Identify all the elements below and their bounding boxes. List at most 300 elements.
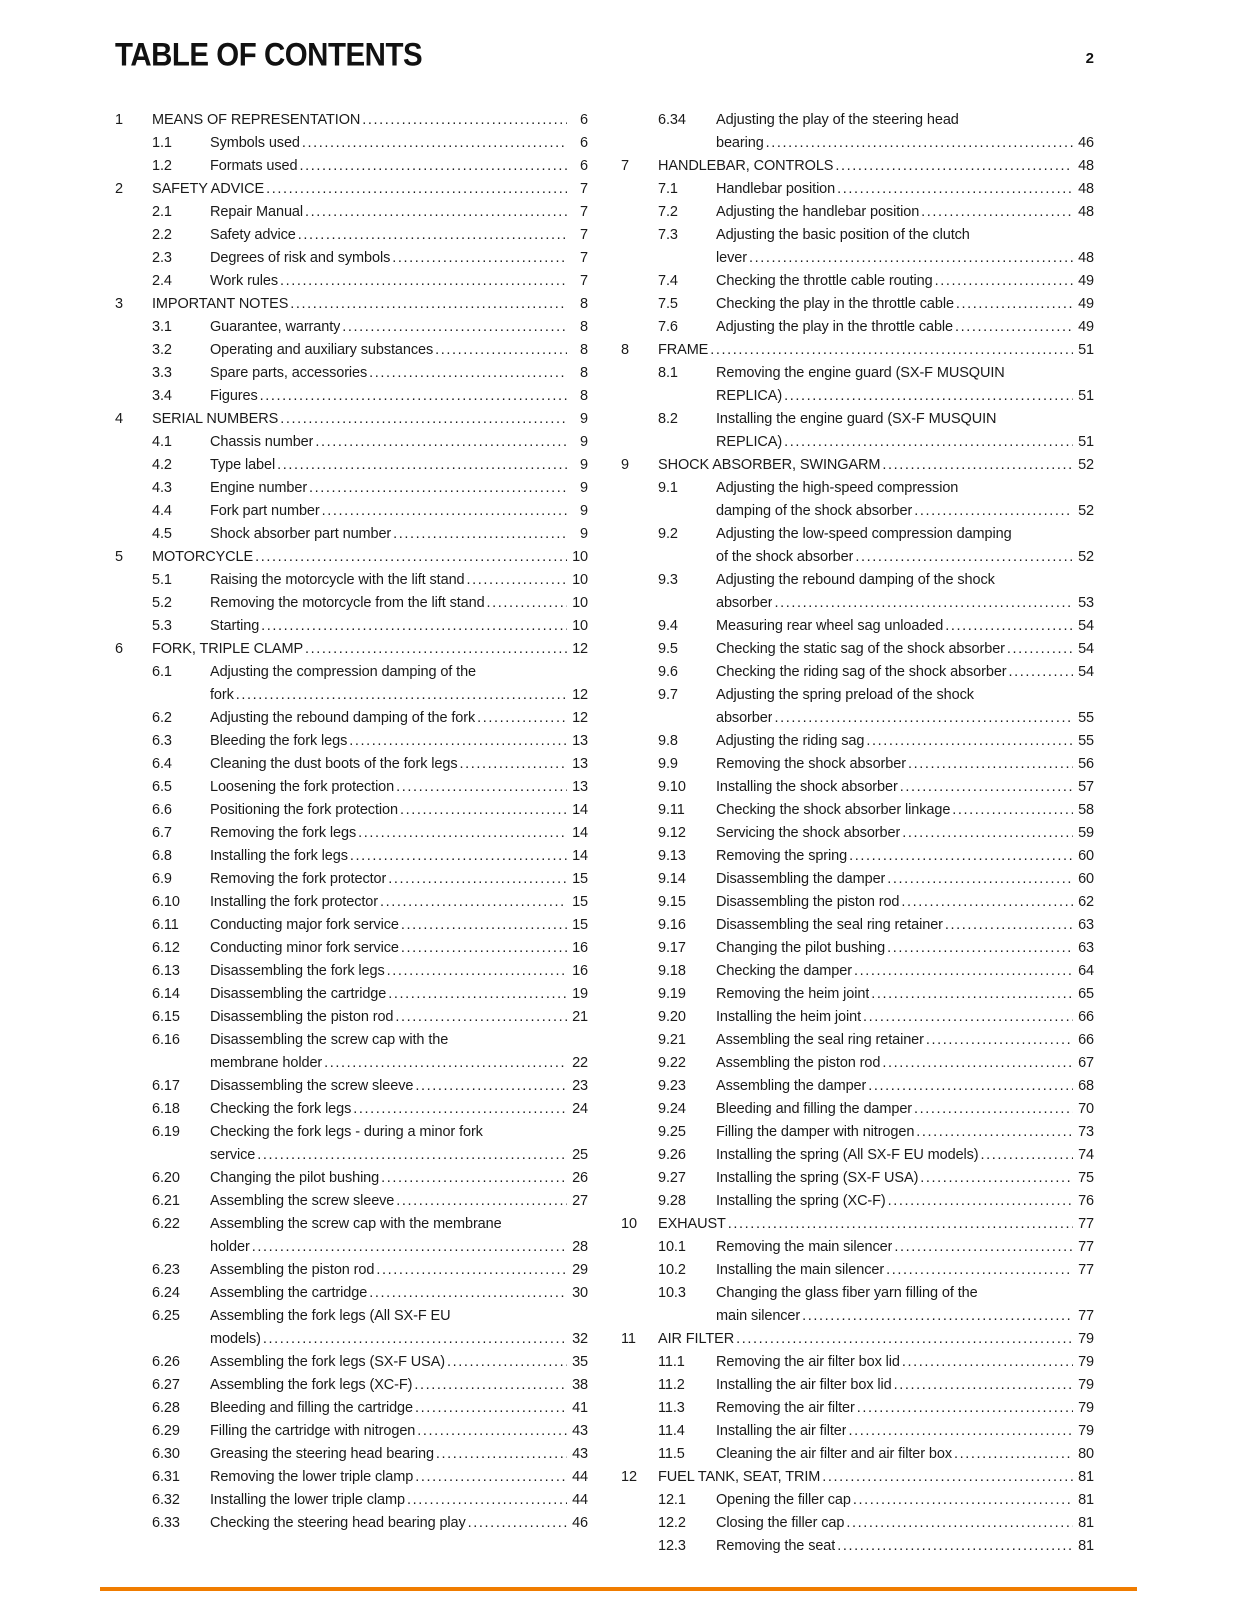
toc-entry-label: Adjusting the play of the steering head [716, 112, 959, 128]
toc-entry-body [210, 1351, 588, 1374]
toc-entry-label: Changing the pilot bushing [210, 1170, 380, 1186]
toc-entry-label: Disassembling the screw cap with the [210, 1032, 449, 1048]
toc-entry-label: Adjusting the riding sag [716, 733, 865, 749]
toc-entry-page: 60 [1078, 871, 1094, 887]
toc-entry-number: 6.13 [152, 963, 180, 979]
toc-entry-label: Disassembling the piston rod [210, 1009, 394, 1025]
toc-entry-body [210, 1397, 588, 1420]
toc-entry-page: 29 [572, 1262, 588, 1278]
toc-entry-page: 54 [1078, 641, 1094, 657]
toc-entry [115, 362, 588, 385]
toc-entry-number: 11 [621, 1331, 636, 1347]
toc-entry-label: Symbols used [210, 135, 300, 151]
toc-entry-lastline [210, 1259, 588, 1282]
toc-entry-body [210, 247, 588, 270]
toc-entry-number: 6.12 [152, 940, 180, 956]
toc-entry-number: 4.2 [152, 457, 172, 473]
toc-entry-lastline [210, 1512, 588, 1535]
toc-dot-leader [435, 339, 567, 362]
toc-column-left [115, 109, 588, 1558]
toc-entry-body [210, 868, 588, 891]
toc-entry [115, 891, 588, 914]
toc-entry [621, 109, 1094, 155]
toc-entry-label: Assembling the cartridge [210, 1285, 368, 1301]
toc-entry-number: 9.3 [658, 572, 678, 588]
toc-dot-leader [468, 1512, 567, 1535]
toc-entry-page: 43 [572, 1423, 588, 1439]
toc-entry-label: Closing the filler cap [716, 1515, 845, 1531]
toc-entry-lastline [716, 316, 1094, 339]
toc-entry-lastline [210, 1282, 588, 1305]
toc-entry-number: 4.1 [152, 434, 172, 450]
toc-entry-body [716, 1397, 1094, 1420]
toc-entry-label: Assembling the piston rod [716, 1055, 881, 1071]
toc-entry-number: 9.17 [658, 940, 686, 956]
toc-entry-lastline [658, 454, 1094, 477]
toc-entry [621, 1535, 1094, 1558]
toc-entry-number: 7.5 [658, 296, 678, 312]
toc-entry [115, 132, 588, 155]
toc-entry-label: absorber [716, 595, 773, 611]
toc-entry-label: Filling the cartridge with nitrogen [210, 1423, 416, 1439]
toc-entry [621, 1121, 1094, 1144]
toc-entry-body [716, 1167, 1094, 1190]
toc-entry-body [152, 408, 588, 431]
toc-entry-label: absorber [716, 710, 773, 726]
toc-dot-leader [908, 753, 1073, 776]
toc-entry-page: 48 [1078, 250, 1094, 266]
toc-entry-page: 49 [1078, 296, 1094, 312]
toc-entry-number: 7.1 [658, 181, 678, 197]
toc-entry [621, 1213, 1094, 1236]
toc-entry-lastline [658, 1466, 1094, 1489]
toc-entry-page: 49 [1078, 273, 1094, 289]
toc-entry-body [716, 1351, 1094, 1374]
toc-entry-label: Cleaning the dust boots of the fork legs [210, 756, 458, 772]
toc-entry-lastline [210, 1144, 588, 1167]
toc-dot-leader [299, 155, 567, 178]
toc-entry-lastline [210, 937, 588, 960]
toc-entry-label: Removing the fork legs [210, 825, 357, 841]
toc-entry-body [210, 592, 588, 615]
toc-entry-page: 55 [1078, 733, 1094, 749]
toc-dot-leader [305, 201, 567, 224]
toc-entry-lastline [210, 1167, 588, 1190]
toc-dot-leader [868, 1075, 1073, 1098]
toc-dot-leader [822, 1466, 1073, 1489]
toc-entry-lastline [210, 1006, 588, 1029]
toc-entry-body [716, 1121, 1094, 1144]
toc-entry-lastline [210, 431, 588, 454]
toc-dot-leader [400, 799, 567, 822]
toc-entry-page: 9 [580, 526, 588, 542]
toc-entry-lastline [210, 776, 588, 799]
toc-entry-number: 2.4 [152, 273, 172, 289]
toc-dot-leader [882, 1052, 1073, 1075]
toc-dot-leader [956, 293, 1073, 316]
toc-entry-body [210, 1489, 588, 1512]
toc-entry-label: Removing the air filter [716, 1400, 855, 1416]
toc-entry-page: 66 [1078, 1032, 1094, 1048]
toc-entry-body [716, 684, 1094, 730]
toc-entry-lastline [716, 1167, 1094, 1190]
toc-entry-number: 9.13 [658, 848, 686, 864]
toc-dot-leader [1007, 638, 1073, 661]
toc-entry-number: 11.5 [658, 1446, 685, 1462]
toc-entry-body [210, 1420, 588, 1443]
toc-entry-page: 13 [572, 779, 588, 795]
toc-entry-page: 8 [580, 296, 588, 312]
toc-entry-body [210, 1374, 588, 1397]
toc-entry [621, 477, 1094, 523]
toc-entry-lastline [210, 1489, 588, 1512]
toc-entry-label: Adjusting the rebound damping of the fork [210, 710, 476, 726]
toc-entry-lastline [716, 270, 1094, 293]
toc-entry-number: 5.2 [152, 595, 172, 611]
toc-entry-lastline [716, 1374, 1094, 1397]
toc-entry-label: EXHAUST [658, 1216, 726, 1232]
toc-entry-page: 24 [572, 1101, 588, 1117]
toc-entry-lastline [716, 1535, 1094, 1558]
toc-entry [621, 270, 1094, 293]
toc-entry-page: 63 [1078, 917, 1094, 933]
toc-entry-page: 25 [572, 1147, 588, 1163]
toc-entry-label: service [210, 1147, 256, 1163]
toc-entry [621, 201, 1094, 224]
toc-entry-lastline [210, 201, 588, 224]
toc-entry-lastline [716, 753, 1094, 776]
toc-dot-leader [926, 1029, 1073, 1052]
toc-entry [621, 1236, 1094, 1259]
toc-entry-number: 6.16 [152, 1032, 180, 1048]
toc-entry-label: Removing the spring [716, 848, 848, 864]
toc-dot-leader [914, 1098, 1073, 1121]
toc-entry-lastline [716, 1443, 1094, 1466]
toc-dot-leader [710, 339, 1073, 362]
toc-entry-body [716, 1282, 1094, 1328]
toc-entry-body [716, 316, 1094, 339]
toc-entry-body [210, 1029, 588, 1075]
toc-entry-page: 14 [572, 848, 588, 864]
toc-dot-leader [849, 845, 1073, 868]
toc-entry-body [716, 776, 1094, 799]
toc-entry-label: Engine number [210, 480, 308, 496]
toc-entry-lastline [716, 1190, 1094, 1213]
toc-entry-page: 77 [1078, 1262, 1094, 1278]
toc-entry-lastline [210, 983, 588, 1006]
toc-entry-label: models) [210, 1331, 261, 1347]
toc-entry-page: 8 [580, 319, 588, 335]
toc-entry-page: 68 [1078, 1078, 1094, 1094]
toc-entry-number: 10 [621, 1216, 637, 1232]
toc-dot-leader [900, 776, 1073, 799]
toc-entry-lastline [210, 914, 588, 937]
toc-dot-leader [376, 1259, 567, 1282]
toc-dot-leader [388, 983, 567, 1006]
toc-entry-lastline [658, 1328, 1094, 1351]
toc-dot-leader [837, 1535, 1073, 1558]
toc-entry-body [716, 1443, 1094, 1466]
toc-entry [621, 293, 1094, 316]
toc-entry-number: 6.17 [152, 1078, 180, 1094]
toc-entry-lastline [716, 132, 1094, 155]
toc-dot-leader [866, 730, 1073, 753]
toc-entry-lastline [210, 1351, 588, 1374]
toc-entry [115, 523, 588, 546]
toc-entry-page: 9 [580, 503, 588, 519]
toc-entry-page: 77 [1078, 1308, 1094, 1324]
toc-entry-page: 38 [572, 1377, 588, 1393]
toc-entry-lastline [210, 132, 588, 155]
toc-entry-number: 6.32 [152, 1492, 180, 1508]
toc-entry-label: Removing the motorcycle from the lift stand [210, 595, 485, 611]
toc-dot-leader [920, 1167, 1073, 1190]
toc-entry-page: 15 [572, 871, 588, 887]
toc-entry [621, 661, 1094, 684]
toc-entry-body [716, 1052, 1094, 1075]
toc-entry [115, 1029, 588, 1075]
toc-entry [115, 339, 588, 362]
toc-entry-body [716, 1144, 1094, 1167]
toc-entry-lastline [716, 293, 1094, 316]
toc-entry-label: Figures [210, 388, 258, 404]
toc-column-right [621, 109, 1094, 1558]
toc-entry-label: Assembling the damper [716, 1078, 867, 1094]
toc-entry-body [210, 454, 588, 477]
toc-entry-body [716, 914, 1094, 937]
toc-entry [115, 155, 588, 178]
toc-entry-page: 58 [1078, 802, 1094, 818]
toc-entry [115, 1282, 588, 1305]
toc-entry-label: SAFETY ADVICE [152, 181, 265, 197]
toc-entry-lastline [210, 385, 588, 408]
toc-entry-page: 7 [580, 250, 588, 266]
toc-entry-page: 43 [572, 1446, 588, 1462]
toc-entry [115, 270, 588, 293]
toc-entry-number: 11.4 [658, 1423, 685, 1439]
toc-entry-page: 79 [1078, 1354, 1094, 1370]
toc-entry-body [716, 1098, 1094, 1121]
toc-entry-number: 6.14 [152, 986, 180, 1002]
toc-entry-number: 3.4 [152, 388, 172, 404]
toc-entry-body [716, 293, 1094, 316]
toc-entry-page: 8 [580, 342, 588, 358]
toc-entry-page: 7 [580, 227, 588, 243]
toc-entry-number: 3.1 [152, 319, 172, 335]
toc-entry-page: 57 [1078, 779, 1094, 795]
toc-dot-leader [802, 1305, 1073, 1328]
toc-entry-body [210, 891, 588, 914]
toc-entry-number: 6.10 [152, 894, 180, 910]
toc-entry-number: 9.4 [658, 618, 678, 634]
toc-entry-number: 6 [115, 641, 123, 657]
toc-dot-leader [252, 1236, 567, 1259]
toc-entry-label: Assembling the screw sleeve [210, 1193, 395, 1209]
toc-entry-lastline [210, 730, 588, 753]
toc-entry-number: 7.6 [658, 319, 678, 335]
toc-entry [621, 891, 1094, 914]
toc-entry-body [210, 1121, 588, 1167]
toc-entry-body [716, 730, 1094, 753]
toc-entry-label: Installing the main silencer [716, 1262, 885, 1278]
toc-entry-page: 6 [580, 112, 588, 128]
toc-entry-number: 3 [115, 296, 123, 312]
toc-entry-label: Installing the air filter [716, 1423, 847, 1439]
toc-entry-number: 6.5 [152, 779, 172, 795]
toc-entry-label: Adjusting the handlebar position [716, 204, 920, 220]
toc-entry-body [210, 615, 588, 638]
footer-accent-rule [100, 1587, 1137, 1591]
toc-entry-body [716, 1190, 1094, 1213]
toc-entry-label: Cleaning the air filter and air filter box [716, 1446, 952, 1462]
toc-dot-leader [853, 1489, 1073, 1512]
toc-entry-label: Bleeding and filling the damper [716, 1101, 913, 1117]
toc-dot-leader [921, 201, 1073, 224]
toc-entry-label: Disassembling the fork legs [210, 963, 385, 979]
toc-entry-body [210, 224, 588, 247]
toc-entry-body [210, 776, 588, 799]
toc-entry-label: Starting [210, 618, 260, 634]
toc-entry-number: 4 [115, 411, 123, 427]
toc-entry [621, 1351, 1094, 1374]
toc-dot-leader [415, 1466, 567, 1489]
toc-dot-leader [280, 408, 567, 431]
toc-dot-leader [388, 868, 567, 891]
toc-entry-page: 26 [572, 1170, 588, 1186]
toc-entry [621, 1167, 1094, 1190]
toc-dot-leader [309, 477, 567, 500]
toc-entry-number: 6.24 [152, 1285, 180, 1301]
toc-entry-page: 52 [1078, 457, 1094, 473]
toc-entry-label: Removing the shock absorber [716, 756, 906, 772]
toc-entry-label: Degrees of risk and symbols [210, 250, 391, 266]
toc-dot-leader [846, 1512, 1073, 1535]
toc-dot-leader [774, 592, 1073, 615]
toc-entry [621, 224, 1094, 270]
toc-entry-label: damping of the shock absorber [716, 503, 913, 519]
toc-entry-body [210, 1213, 588, 1259]
table-of-contents [115, 109, 1094, 1558]
toc-entry-body [716, 477, 1094, 523]
toc-entry-lastline [716, 638, 1094, 661]
toc-entry-body [716, 983, 1094, 1006]
toc-dot-leader [887, 868, 1073, 891]
toc-entry-label: Checking the shock absorber linkage [716, 802, 951, 818]
toc-entry [115, 109, 588, 132]
toc-entry-label: AIR FILTER [658, 1331, 735, 1347]
toc-dot-leader [766, 132, 1073, 155]
toc-entry [621, 454, 1094, 477]
toc-entry-number: 10.1 [658, 1239, 686, 1255]
toc-entry [621, 1374, 1094, 1397]
toc-entry-body [716, 845, 1094, 868]
toc-entry-number: 6.15 [152, 1009, 180, 1025]
toc-entry-body [210, 1190, 588, 1213]
toc-entry [621, 1489, 1094, 1512]
toc-entry-page: 30 [572, 1285, 588, 1301]
toc-entry [115, 661, 588, 707]
toc-entry [115, 500, 588, 523]
toc-entry-label: Installing the engine guard (SX-F MUSQUIN [716, 411, 997, 427]
toc-entry [115, 408, 588, 431]
toc-entry [621, 1098, 1094, 1121]
toc-entry-body [210, 1282, 588, 1305]
toc-dot-leader [349, 730, 567, 753]
toc-entry-label: Installing the shock absorber [716, 779, 898, 795]
toc-entry-number: 2.3 [152, 250, 172, 266]
toc-dot-leader [736, 1328, 1073, 1351]
toc-entry-label: Conducting major fork service [210, 917, 399, 933]
toc-entry-label: Positioning the fork protection [210, 802, 398, 818]
toc-entry-body [152, 109, 588, 132]
toc-entry-label: Operating and auxiliary substances [210, 342, 434, 358]
toc-dot-leader [380, 891, 567, 914]
toc-entry [115, 1351, 588, 1374]
toc-entry-label: FORK, TRIPLE CLAMP [152, 641, 304, 657]
toc-entry-lastline [210, 247, 588, 270]
toc-entry-lastline [210, 1236, 588, 1259]
toc-entry-lastline [152, 293, 588, 316]
toc-entry-label: Installing the air filter box lid [716, 1377, 892, 1393]
toc-entry-body [716, 1374, 1094, 1397]
toc-dot-leader [315, 431, 567, 454]
toc-entry [115, 1259, 588, 1282]
toc-entry-label: Bleeding the fork legs [210, 733, 348, 749]
page-number: 2 [1085, 50, 1094, 67]
toc-entry [115, 707, 588, 730]
toc-entry-page: 81 [1078, 1492, 1094, 1508]
toc-entry-body [210, 914, 588, 937]
toc-entry-page: 6 [580, 158, 588, 174]
toc-entry [621, 1052, 1094, 1075]
toc-entry-page: 77 [1078, 1239, 1094, 1255]
toc-entry-body [210, 1466, 588, 1489]
toc-entry-body [716, 523, 1094, 569]
toc-dot-leader [236, 684, 567, 707]
toc-entry-lastline [716, 868, 1094, 891]
toc-entry-label: Installing the fork protector [210, 894, 378, 910]
toc-entry-page: 9 [580, 434, 588, 450]
toc-entry-number: 3.3 [152, 365, 172, 381]
toc-entry-number: 9.7 [658, 687, 678, 703]
toc-dot-leader [342, 316, 567, 339]
toc-entry [115, 638, 588, 661]
toc-entry [115, 316, 588, 339]
toc-entry-body [210, 155, 588, 178]
toc-dot-leader [436, 1443, 567, 1466]
toc-entry-body [210, 339, 588, 362]
toc-entry-number: 9.14 [658, 871, 686, 887]
toc-entry-body [210, 937, 588, 960]
toc-entry-label: Disassembling the seal ring retainer [716, 917, 943, 933]
toc-entry-label: Adjusting the spring preload of the shock [716, 687, 974, 703]
toc-entry-body [210, 983, 588, 1006]
toc-entry-lastline [210, 339, 588, 362]
toc-entry-body [210, 1006, 588, 1029]
toc-dot-leader [902, 1351, 1073, 1374]
toc-entry-label: Spare parts, accessories [210, 365, 368, 381]
toc-entry-label: Removing the main silencer [716, 1239, 893, 1255]
toc-entry-label: Checking the fork legs [210, 1101, 352, 1117]
toc-dot-leader [848, 1420, 1073, 1443]
toc-entry-label: Guarantee, warranty [210, 319, 341, 335]
toc-dot-leader [894, 1236, 1073, 1259]
toc-entry-lastline [716, 1236, 1094, 1259]
toc-entry-number: 2.1 [152, 204, 172, 220]
toc-entry-label: Shock absorber part number [210, 526, 392, 542]
toc-entry-lastline [210, 1443, 588, 1466]
toc-entry-label: Assembling the piston rod [210, 1262, 375, 1278]
